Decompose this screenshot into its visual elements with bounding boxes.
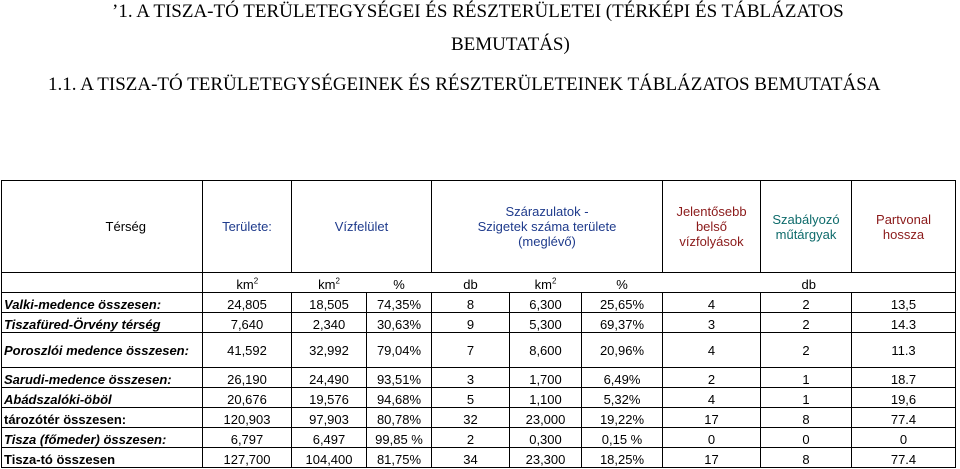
table-cell: 19,22% bbox=[582, 408, 663, 428]
table-row bbox=[2, 448, 956, 468]
subsection-heading: 1.1. A TISZA-TÓ TERÜLETEGYSÉGEINEK ÉS RÉSZTERÜLETEINEK TÁBLÁZATOS BEMUTATÁSA bbox=[48, 74, 881, 95]
section-heading-line1: ’1. A TISZA-TÓ TERÜLETEGYSÉGEI ÉS RÉSZTERÜLETEI (TÉRKÉPI ÉS TÁBLÁZATOS bbox=[112, 1, 844, 22]
table-cell: 8 bbox=[761, 448, 852, 468]
table-cell: 32 bbox=[432, 408, 510, 428]
table-cell: 7 bbox=[432, 333, 510, 368]
table-row bbox=[2, 293, 956, 313]
table-row bbox=[2, 333, 956, 368]
table-cell: 23,300 bbox=[510, 448, 582, 468]
table-cell: 127,700 bbox=[203, 448, 292, 468]
table-cell: 69,37% bbox=[582, 313, 663, 333]
table-cell: 32,992 bbox=[292, 333, 367, 368]
row-name: Sarudi-medence összesen: bbox=[2, 368, 203, 388]
table-cell: 25,65% bbox=[582, 293, 663, 313]
unit-terulete: $km^2$ bbox=[203, 273, 292, 293]
table-cell: 1 bbox=[761, 368, 852, 388]
table-cell: 6,797 bbox=[203, 428, 292, 448]
table-cell: 11.3 bbox=[852, 333, 956, 368]
table-cell: 17 bbox=[663, 408, 761, 428]
table-row bbox=[2, 388, 956, 408]
table-cell: 120,903 bbox=[203, 408, 292, 428]
table-cell: 4 bbox=[663, 388, 761, 408]
table-cell: 77.4 bbox=[852, 408, 956, 428]
table-cell: 3 bbox=[663, 313, 761, 333]
table-cell: 94,68% bbox=[367, 388, 432, 408]
header-jelentosebb: Jelentősebb belső vízfolyások bbox=[663, 181, 761, 273]
unit-viz-pct: % bbox=[367, 273, 432, 293]
header-szabalyozo: Szabályozó műtárgyak bbox=[761, 181, 852, 273]
table-cell: 5,300 bbox=[510, 313, 582, 333]
table-cell: 1,700 bbox=[510, 368, 582, 388]
territory-table bbox=[1, 180, 956, 468]
unit-szigetek-km: $km^2$ bbox=[510, 273, 582, 293]
table-row bbox=[2, 428, 956, 448]
table-cell: 8 bbox=[432, 293, 510, 313]
table-cell: 26,190 bbox=[203, 368, 292, 388]
header-partvonal: Partvonal hossza bbox=[852, 181, 956, 273]
table-cell: 0 bbox=[663, 428, 761, 448]
table-cell: 23,000 bbox=[510, 408, 582, 428]
table-cell: 2,340 bbox=[292, 313, 367, 333]
table-cell: 8,600 bbox=[510, 333, 582, 368]
table-cell: 81,75% bbox=[367, 448, 432, 468]
table-cell: 93,51% bbox=[367, 368, 432, 388]
table-cell: 24,805 bbox=[203, 293, 292, 313]
table-cell: 34 bbox=[432, 448, 510, 468]
table-cell: 104,400 bbox=[292, 448, 367, 468]
row-name: Tisza (főmeder) összesen: bbox=[2, 428, 203, 448]
table-cell: 8 bbox=[761, 408, 852, 428]
table-cell: 4 bbox=[663, 293, 761, 313]
table-cell: 7,640 bbox=[203, 313, 292, 333]
header-szarazulatok: Szárazulatok - Szigetek száma területe (meglévő) bbox=[432, 181, 663, 273]
table-cell: 9 bbox=[432, 313, 510, 333]
table-cell: 19,576 bbox=[292, 388, 367, 408]
row-name: Abádszalóki-öböl bbox=[2, 388, 203, 408]
table-cell: 99,85 % bbox=[367, 428, 432, 448]
header-terulete: Területe: bbox=[203, 181, 292, 273]
table-cell: 2 bbox=[761, 333, 852, 368]
table-cell: 13,5 bbox=[852, 293, 956, 313]
row-name: Tiszafüred-Örvény térség bbox=[2, 313, 203, 333]
row-name: Valki-medence összesen: bbox=[2, 293, 203, 313]
table-cell: 18.7 bbox=[852, 368, 956, 388]
table-cell: 4 bbox=[663, 333, 761, 368]
table-cell: 97,903 bbox=[292, 408, 367, 428]
row-name: Poroszlói medence összesen: bbox=[2, 333, 203, 368]
table-cell: 6,300 bbox=[510, 293, 582, 313]
table-cell: 17 bbox=[663, 448, 761, 468]
units-row bbox=[2, 273, 956, 293]
table-row bbox=[2, 408, 956, 428]
table-cell: 6,49% bbox=[582, 368, 663, 388]
table-cell: 0 bbox=[852, 428, 956, 448]
table-cell: 2 bbox=[663, 368, 761, 388]
header-vizfelulet: Vízfelület bbox=[292, 181, 432, 273]
table-cell: 0,15 % bbox=[582, 428, 663, 448]
table-cell: 2 bbox=[761, 313, 852, 333]
table-cell: 19,6 bbox=[852, 388, 956, 408]
table-cell: 2 bbox=[432, 428, 510, 448]
table-cell: 0,300 bbox=[510, 428, 582, 448]
unit-vizfelulet: $km^2$ bbox=[292, 273, 367, 293]
table-cell: 30,63% bbox=[367, 313, 432, 333]
table-cell: 41,592 bbox=[203, 333, 292, 368]
row-name: tározótér összesen: bbox=[2, 408, 203, 428]
table-body bbox=[2, 293, 956, 468]
table-cell: 1 bbox=[761, 388, 852, 408]
table-row bbox=[2, 368, 956, 388]
unit-szigetek-db: db bbox=[432, 273, 510, 293]
table-cell: 5,32% bbox=[582, 388, 663, 408]
table-cell: 79,04% bbox=[367, 333, 432, 368]
unit-empty bbox=[2, 273, 203, 293]
table-cell: 1,100 bbox=[510, 388, 582, 408]
table-cell: 74,35% bbox=[367, 293, 432, 313]
row-name: Tisza-tó összesen bbox=[2, 448, 203, 468]
table-cell: 5 bbox=[432, 388, 510, 408]
table-cell: 18,25% bbox=[582, 448, 663, 468]
table-cell: 18,505 bbox=[292, 293, 367, 313]
unit-db-group: db bbox=[663, 273, 956, 293]
table-cell: 3 bbox=[432, 368, 510, 388]
table-cell: 14.3 bbox=[852, 313, 956, 333]
table-cell: 6,497 bbox=[292, 428, 367, 448]
table-cell: 0 bbox=[761, 428, 852, 448]
header-row bbox=[2, 181, 956, 273]
table-cell: 20,676 bbox=[203, 388, 292, 408]
header-tersegl: Térség bbox=[2, 181, 203, 273]
table-row bbox=[2, 313, 956, 333]
unit-sziget-pct: % bbox=[582, 273, 663, 293]
section-heading-line2: BEMUTATÁS) bbox=[451, 34, 570, 55]
table-cell: 2 bbox=[761, 293, 852, 313]
table-cell: 80,78% bbox=[367, 408, 432, 428]
table-cell: 24,490 bbox=[292, 368, 367, 388]
table-cell: 77.4 bbox=[852, 448, 956, 468]
table-cell: 20,96% bbox=[582, 333, 663, 368]
